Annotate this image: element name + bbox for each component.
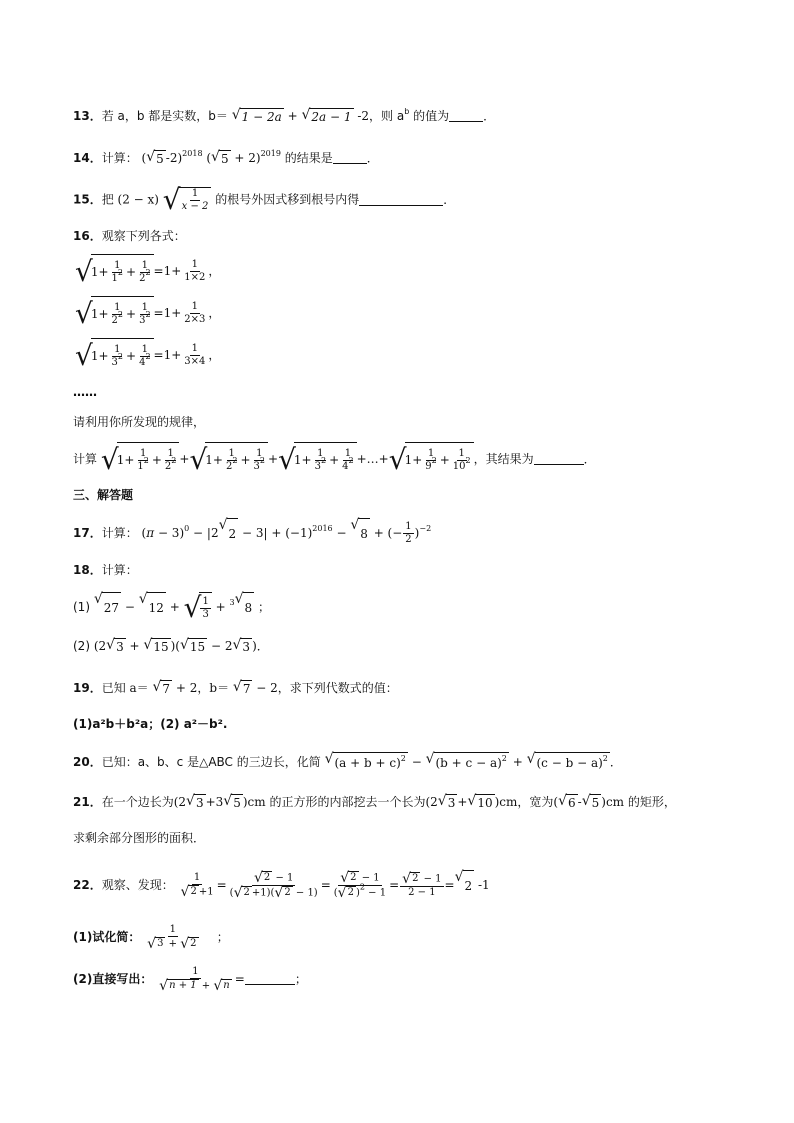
- question-number: 19．: [73, 681, 102, 695]
- pattern-row-1: √1+ $\frac{1}{1^2}$ + $\frac{1}{2^2}$ =1+ $\frac{1}{1\times 2}$ ，: [75, 254, 221, 288]
- question-20: 20．已知：a、b、c 是△ABC 的三边长，化简 √ $(a + b + c)^2$ − √ $(b + c - a)^2$ + √ $(c - b - a)^2$ ．: [73, 752, 622, 773]
- pattern-row-2: √1+ $\frac{1}{2^2}$ + $\frac{1}{3^2}$ =1+ $\frac{1}{2\times 3}$ ，: [75, 296, 221, 330]
- question-22: 22．观察、发现： 1 √ 2 +1 = √ 2 − 1 ( √ 2 +1)( √ 2 − 1) = √ 2 − 1 ( √ 2 )$^2$ − 1 = √ 2 − 1 2 − 1 = √ 2 -1: [73, 869, 490, 901]
- question-21-line2: 求剩余部分图形的面积．: [73, 831, 206, 845]
- question-19: 19．已知 a＝ √ 7 + 2，b＝ √ 7 − 2，求下列代数式的值：: [73, 679, 398, 696]
- math-expression: √ $(a + b + c)^2$ − √ $(b + c - a)^2$ + √ $(c - b - a)^2$: [325, 755, 610, 769]
- question-number: 17．: [73, 526, 102, 540]
- math-expression: √ 1 − 2a + √ 2a − 1 -2: [231, 107, 370, 124]
- question-13: 13．若 a，b 都是实数，b＝ √ 1 − 2a + √ 2a − 1 -2，则 $a^b$ 的值为 ．: [73, 107, 496, 124]
- q18-part-1: (1) √ 27 − √ 12 + √ $\frac{1}{3}$ + $^3$ √ 8 ；: [73, 590, 270, 624]
- math-expression: $(\pi - 3)^0 - |2$ √ 2 − $3| + (-1)^{2016}$ − √ 8 + (− $\frac{1}{2}$ )$^{-2}$: [142, 526, 432, 540]
- answer-blank[interactable]: [359, 193, 443, 206]
- answer-blank[interactable]: [534, 452, 584, 465]
- math-expression: ( √ 5 -2)$^{2018}$ ( √ 5 + 2)$^{2019}$: [141, 149, 281, 166]
- ellipsis: ……: [73, 385, 97, 399]
- question-15: 15．把 (2 − x) √ $\frac{1}{x - 2}$ 的根号外因式移到根号内得 ．: [73, 183, 456, 216]
- question-number: 20．: [73, 755, 102, 769]
- question-16: 16．观察下列各式：: [73, 229, 186, 243]
- q22-part-1: (1)试化简： 1 √ 3 + √ 2 ；: [73, 924, 229, 952]
- q18-part-2: (2) (2 √ 3 + √ 15 )( √ 15 − 2 √ 3 )．: [73, 637, 269, 654]
- question-14: 14．计算： ( √ 5 -2)$^{2018}$ ( √ 5 + 2)$^{2019}$ 的结果是 ．: [73, 149, 379, 166]
- q22-part-2: (2)直接写出： 1 √ n + 1 + √ n = ；: [73, 966, 307, 994]
- math-expression: 1 √ 2 +1 = √ 2 − 1 ( √ 2 +1)( √ 2 − 1) = √ 2 − 1 ( √ 2 )$^2$ − 1 = √ 2 − 1 2 − 1 = √ 2 -1: [180, 869, 490, 901]
- question-18: 18．计算：: [73, 563, 138, 577]
- question-21: 21．在一个边长为(2 √ 3 +3 √ 5 )cm 的正方形的内部挖去一个长为(2 √ 3 + √ 10 )cm，宽为( √ 6 - √ 5 )cm 的矩形，: [73, 793, 676, 810]
- answer-blank[interactable]: [449, 109, 483, 122]
- question-number: 21．: [73, 795, 102, 809]
- question-number: 14．: [73, 151, 102, 165]
- hint-text: 请利用你所发现的规律，: [73, 415, 206, 429]
- question-number: 13．: [73, 109, 102, 123]
- question-number: 15．: [73, 192, 102, 207]
- pattern-row-3: √1+ $\frac{1}{3^2}$ + $\frac{1}{4^2}$ =1+ $\frac{1}{3\times 4}$ ，: [75, 338, 221, 372]
- question-number: 22．: [73, 878, 102, 892]
- question-number: 16．: [73, 229, 102, 243]
- question-text: 若 a，b 都是实数，b＝: [101, 109, 228, 123]
- section-heading: 三、解答题: [73, 488, 134, 502]
- answer-blank[interactable]: [333, 151, 367, 164]
- answer-blank[interactable]: [245, 972, 295, 985]
- q19-parts: (1)a²b＋b²a；(2) a²－b².: [73, 717, 228, 731]
- question-number: 18．: [73, 563, 102, 577]
- question-17: 17．计算： $(\pi - 3)^0 - |2$ √ 2 − $3| + (-1)^{2016}$ − √ 8 + (− $\frac{1}{2}$ )$^{-2}$: [73, 518, 431, 549]
- pattern-sum: 计算 √1+ $\frac{1}{1^2}$ + $\frac{1}{2^2}$ +√1+ $\frac{1}{2^2}$ + $\frac{1}{3^2}$ +√1+ $\frac{1}{3^2}$ + $\frac{1}{4^2}$ +…+√1+ $\frac{1}{9^2}$ + $\frac{1}{10^2}$ ，其结果为 ．: [73, 442, 596, 476]
